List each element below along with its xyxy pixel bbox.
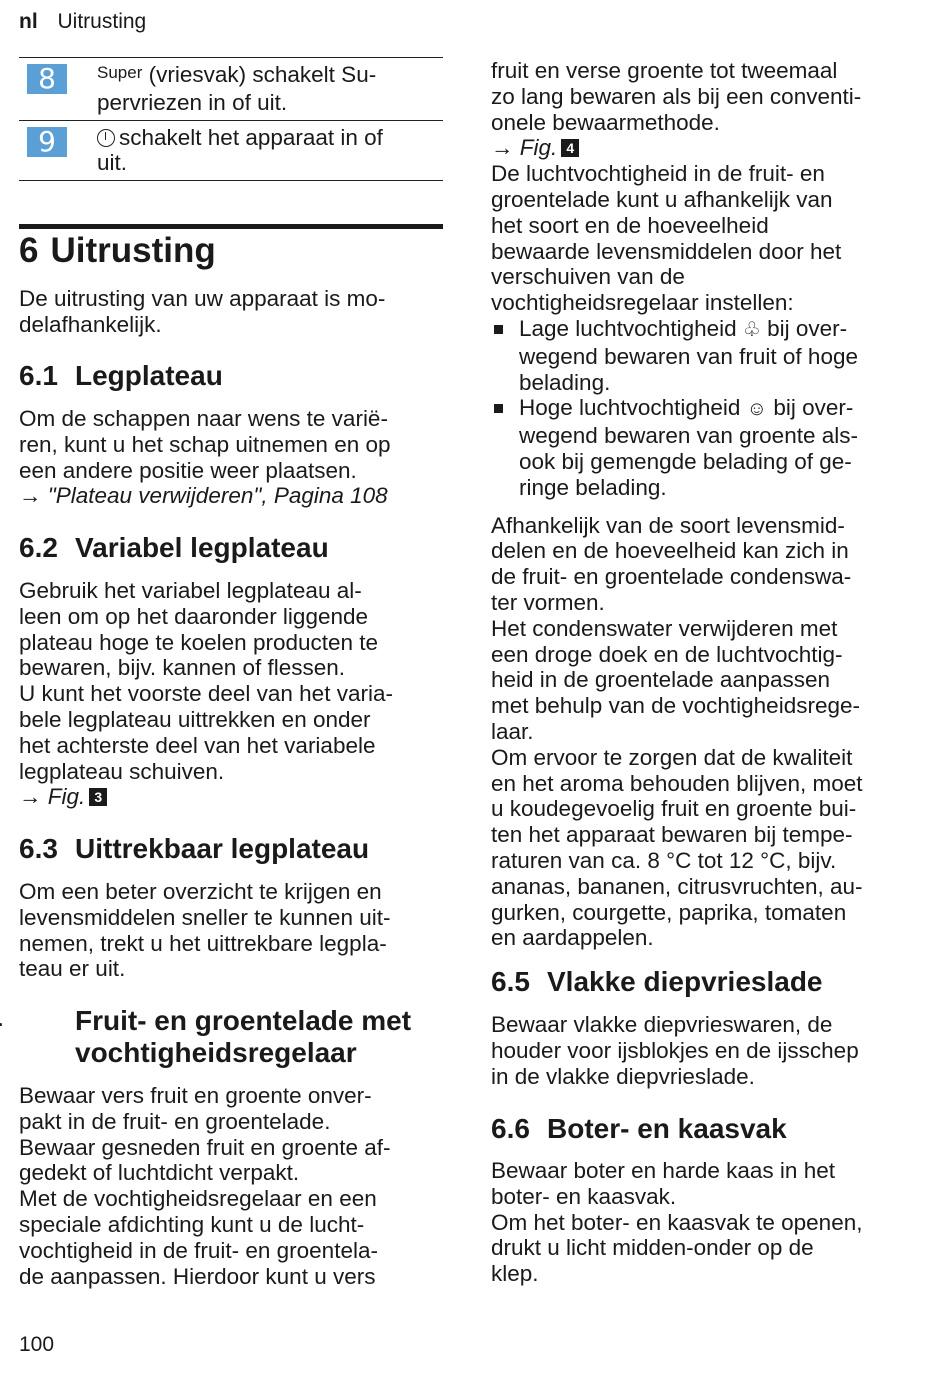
power-icon [97,129,115,147]
key-table [19,57,443,181]
paragraph: Bewaar vlakke diepvrieswaren, de houder voor ijsblokjes en de ijsschep in de vlakke diepvrieslade. [491,1012,859,1089]
key-number-badge: 8 [27,64,67,94]
key-row-9 [19,121,443,182]
paragraph: Bewaar vers fruit en groente onver- pakt in de fruit- en groentelade. Bewaar gesneden fruit en groente af- gedekt of luchtdicht verpakt. Met de vochtigheidsregelaar en een speciale afdichting kunt u de lucht- vochtigheid in de fruit- en groentela- de aanpassen. Hierdoor kunt u vers [19,1083,391,1289]
cross-reference-link[interactable]: → "Plateau verwijderen", Pagina 108 [19,483,388,509]
key-text: (vriesvak) schakelt Su- pervriezen in of uit. [97,62,377,115]
figure-number-badge: 4 [561,139,579,157]
list-item [491,395,921,500]
list-item-text: bij over- wegend bewaren van fruit of hoge belading. [519,315,858,395]
section-body-6-5 [491,1012,921,1089]
running-title: Uitrusting [57,10,147,33]
spacer [491,501,921,513]
high-humidity-icon: ☺ [746,398,768,421]
section-title-6-3 [19,833,369,865]
figure-reference-text: → Fig. [19,784,86,810]
section-number: 6.3 [19,833,58,864]
chapter-number: 6 [19,231,39,270]
key-description [97,125,383,177]
section-title-6-1 [19,360,223,392]
section-number: 6.2 [19,532,58,563]
section-body-6-3 [19,879,443,982]
figure-number-badge: 3 [89,788,107,806]
list-item [491,316,921,395]
page-header [19,10,146,34]
key-text: schakelt het apparaat in of uit. [97,124,383,176]
key-number-badge: 9 [27,127,67,157]
chapter-intro-text: De uitrusting van uw apparaat is mo- delafhankelijk. [19,286,386,337]
chapter-rule [19,224,443,229]
key-description [97,62,376,116]
paragraph: fruit en verse groente tot tweemaal zo lang bewaren als bij een conventi- onele bewaarmethode. [491,58,862,135]
list-item-lead: Lage luchtvochtigheid [519,315,737,341]
figure-reference[interactable] [19,784,443,810]
section-body-6-6 [491,1158,921,1287]
paragraph: De luchtvochtigheid in de fruit- en groentelade kunt u afhankelijk van het soort en de hoeveelheid bewaarde levensmiddelen door het verschuiven van de vochtigheidsregelaar instellen: [491,161,842,316]
section-title-text: Uittrekbaar legplateau [75,833,370,864]
paragraph: Bewaar boter en harde kaas in het boter- en kaasvak. Om het boter- en kaasvak te openen, drukt u licht midden-onder op de klep. [491,1158,863,1287]
section-title-text: Boter- en kaasvak [547,1113,787,1144]
section-title-text: Fruit- en groentelade met vochtigheidsregelaar [75,1005,412,1068]
section-number: 6.5 [491,966,530,997]
chapter-title [19,230,216,272]
list-item-lead: Hoge luchtvochtigheid [519,395,741,421]
section-number [19,1005,75,1037]
section-title-6-6 [491,1113,787,1145]
key-row-8 [19,58,443,121]
list-item-text: bij over- wegend bewaren van groente als- ook bij gemengde belading of ge- ringe belading. [519,395,858,500]
section-number: 6.6 [491,1113,530,1144]
low-humidity-icon: ♧ [742,318,761,341]
paragraph: Om de schappen naar wens te varië- ren, kunt u het schap uitnemen en op een andere positie weer plaatsen. [19,406,391,483]
section-number: 6.1 [19,360,58,391]
paragraph: Afhankelijk van de soort levensmid- delen en de hoeveelheid kan zich in de fruit- en groentelade condenswa- ter vormen. Het condenswater verwijderen met een droge doek en de luchtvochtig- heid in de groentelade aanpassen met behulp van de vochtigheidsrege- laar. Om ervoor te zorgen dat de kwaliteit en het aroma behouden blijven, moet u koudegevoelig fruit en groente bui- ten het apparaat bewaren bij tempe- raturen van ca. 8 °C tot 12 °C, bijv. ananas, bananen, citrusvruchten, au- gurken, courgette, paprika, tomaten en aardappelen. [491,512,863,951]
chapter-title-text: Uitrusting [50,231,216,270]
paragraph: Om een beter overzicht te krijgen en levensmiddelen sneller te kunnen uit- nemen, trekt u het uittrekbare legpla- teau er uit. [19,879,391,982]
super-label: Super [97,63,143,82]
section-title-6-5 [491,966,823,998]
humidity-list [491,316,921,501]
section-title-6-4 [19,1005,455,1069]
figure-reference[interactable] [491,135,921,161]
section-title-text: Legplateau [75,360,223,391]
section-body-6-1 [19,406,443,509]
paragraph: Gebruik het variabel legplateau al- leen om op het daaronder liggende plateau hoge te koelen producten te bewaren, bijv. kannen of flessen. U kunt het voorste deel van het varia- bele legplateau uittrekken en onder het achterste deel van het variabele legplateau schuiven. [19,578,393,784]
language-code: nl [19,10,38,33]
section-body-6-4-continued [491,58,921,951]
section-body-6-4 [19,1083,443,1289]
figure-reference-text: → Fig. [491,135,558,161]
chapter-intro [19,286,443,338]
page-number: 100 [19,1333,55,1356]
section-title-text: Variabel legplateau [75,532,329,563]
section-body-6-2 [19,578,443,810]
section-title-6-2 [19,532,329,564]
section-title-text: Vlakke diepvrieslade [547,966,823,997]
